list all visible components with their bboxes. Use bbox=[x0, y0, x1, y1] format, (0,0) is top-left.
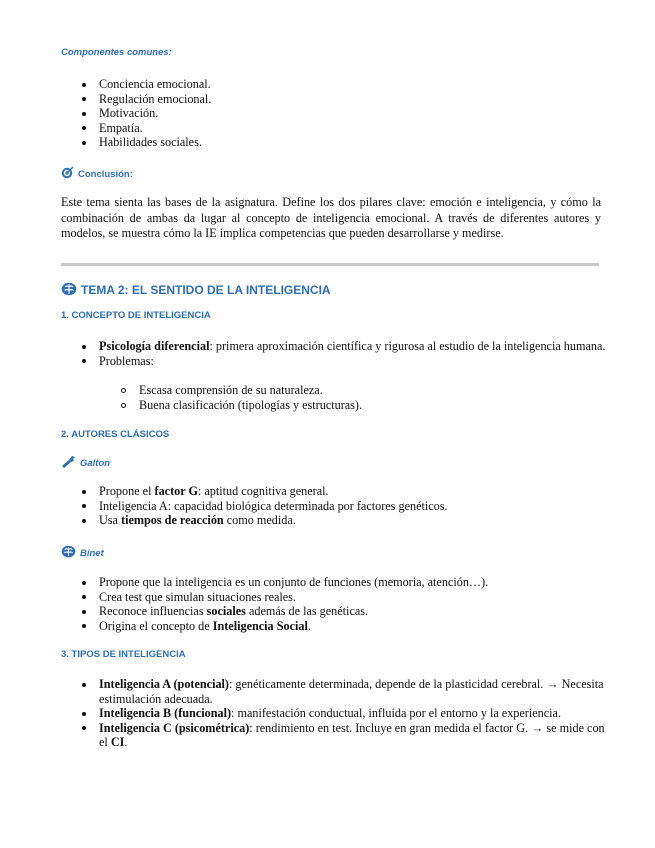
componentes-list bbox=[61, 77, 601, 150]
galton-heading bbox=[61, 455, 110, 471]
list-item: Origina el concepto de Inteligencia Social. bbox=[61, 619, 601, 634]
brain-icon bbox=[61, 282, 77, 299]
tema-2-title bbox=[61, 282, 331, 299]
galton-list bbox=[61, 484, 601, 528]
list-item: Psicología diferencial: primera aproximación científica y rigurosa al estudio de la inteligencia humana. bbox=[61, 339, 606, 354]
list-item: Reconoce influencias sociales además de las genéticas. bbox=[61, 604, 601, 619]
list-item: Usa tiempos de reacción como medida. bbox=[61, 513, 601, 528]
list-item: Problemas: bbox=[61, 354, 606, 369]
problemas-sublist bbox=[101, 383, 601, 412]
list-item: Crea test que simulan situaciones reales. bbox=[61, 590, 601, 605]
list-item: Inteligencia A (potencial): genéticamente determinada, depende de la plasticidad cerebral. → Necesita estimulación adecuada. bbox=[61, 677, 606, 706]
binet-heading-text: Binet bbox=[80, 548, 104, 559]
binet-heading bbox=[61, 545, 104, 561]
divider bbox=[61, 263, 599, 266]
list-item: Habilidades sociales. bbox=[61, 135, 601, 150]
section-heading-componentes: Componentes comunes: bbox=[61, 47, 172, 58]
binet-list bbox=[61, 575, 601, 633]
conclusion-heading-text: Conclusión: bbox=[78, 169, 133, 180]
conclusion-paragraph: Este tema sienta las bases de la asignatura. Define los dos pilares clave: emoción e inteligencia, y cómo la combinación de ambas da lugar al concepto de inteligencia emocional. A través de diferentes autores y modelos, se muestra cómo la IE implica competencias que pueden desarrollarse y medirse. bbox=[61, 195, 601, 240]
list-item: Propone el factor G: aptitud cognitiva general. bbox=[61, 484, 601, 499]
tema-2-title-text: TEMA 2: EL SENTIDO DE LA INTELIGENCIA bbox=[81, 283, 331, 297]
section-heading-conclusion bbox=[61, 166, 133, 182]
list-item: Motivación. bbox=[61, 106, 601, 121]
tool-icon bbox=[61, 455, 76, 471]
target-icon bbox=[61, 166, 74, 182]
list-item: Inteligencia C (psicométrica): rendimiento en test. Incluye en gran medida el factor G. → se mide con el CI. bbox=[61, 721, 606, 750]
section-heading-concepto: 1. CONCEPTO DE INTELIGENCIA bbox=[61, 310, 211, 321]
list-item: Conciencia emocional. bbox=[61, 77, 601, 92]
section-heading-autores: 2. AUTORES CLÁSICOS bbox=[61, 429, 170, 440]
galton-heading-text: Galton bbox=[80, 458, 111, 469]
section-heading-tipos: 3. TIPOS DE INTELIGENCIA bbox=[61, 649, 186, 660]
list-item: Inteligencia A: capacidad biológica determinada por factores genéticos. bbox=[61, 499, 601, 514]
tipos-list bbox=[61, 677, 606, 750]
list-item: Empatía. bbox=[61, 121, 601, 136]
list-item: Escasa comprensión de su naturaleza. bbox=[101, 383, 601, 398]
brain-icon bbox=[61, 545, 76, 561]
list-item: Inteligencia B (funcional): manifestación conductual, influida por el entorno y la experiencia. bbox=[61, 706, 606, 721]
list-item: Regulación emocional. bbox=[61, 92, 601, 107]
list-item: Propone que la inteligencia es un conjunto de funciones (memoria, atención…). bbox=[61, 575, 601, 590]
concepto-list bbox=[61, 339, 606, 368]
list-item: Buena clasificación (tipologías y estructuras). bbox=[101, 398, 601, 413]
